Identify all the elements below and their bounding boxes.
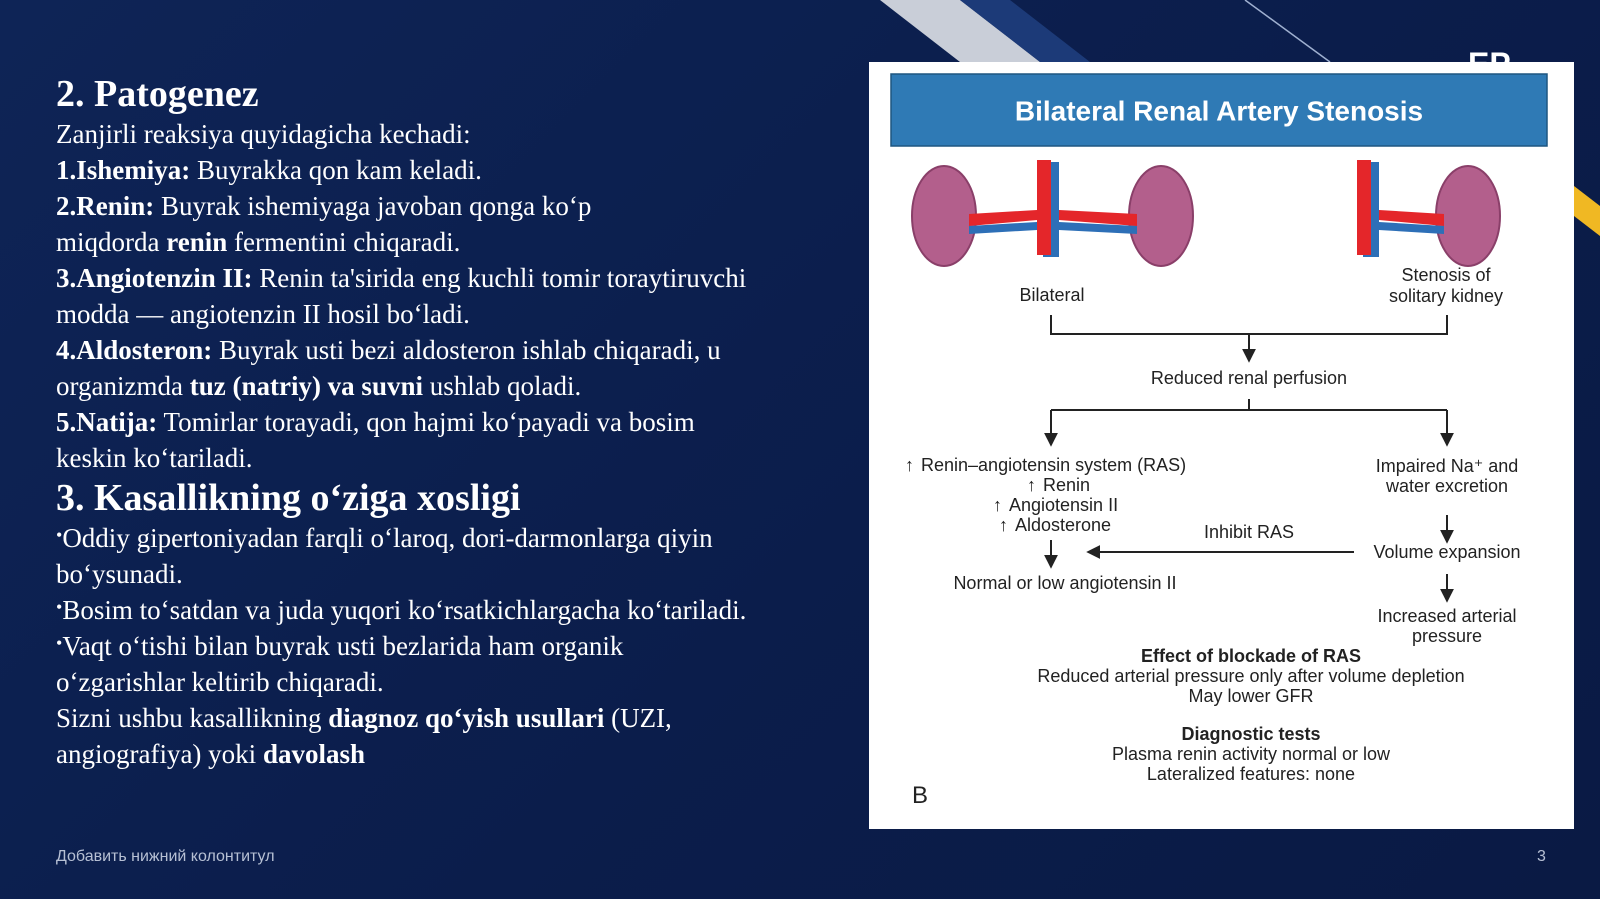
step-4-bold: tuz (natriy) va suvni (189, 371, 423, 401)
effect-title: Effect of blockade of RAS (1140, 646, 1362, 666)
step-5-label: 5.Natija: (56, 407, 158, 437)
step-5-text: Tomirlar torayadi, qon hajmi ko‘payadi va bosim (157, 407, 695, 437)
flowchart-diagram (869, 62, 1574, 829)
step-3-text: Renin ta'sirida eng kuchli tomir toraytiruvchi (252, 263, 747, 293)
solitary-aorta (1357, 160, 1371, 255)
step-2-text3: fermentini chiqaradi. (227, 227, 461, 257)
step-2-label: 2.Renin: (56, 191, 155, 221)
closing-text-3: angiografiya) yoki (56, 739, 263, 769)
closing-bold-1: diagnoz qo‘yish usullari (328, 703, 605, 733)
ras-line-2: Renin (1043, 475, 1091, 495)
step-4-label: 4.Aldosteron: (56, 335, 213, 365)
step-2-text2: miqdorda (56, 227, 167, 257)
diag-title: Diagnostic tests (1181, 724, 1321, 744)
closing-line-2 (56, 736, 846, 772)
step-3-label: 3.Angiotenzin II: (56, 263, 253, 293)
step-3-cont: modda — angiotenzin II hosil bo‘ladi. (56, 299, 470, 329)
merge-bracket (1051, 315, 1447, 334)
closing-text-1: Sizni ushbu kasallikning (56, 703, 329, 733)
bullet-2-text: Bosim to‘satdan va juda yuqori ko‘rsatkichlargacha ko‘tariladi. (62, 595, 747, 625)
bullet-3-cont: o‘zgarishlar keltirib chiqaradi. (56, 667, 384, 697)
panel-letter: B (912, 782, 929, 809)
slide-text (56, 72, 846, 772)
ras-up-arrow-3: ↑ (993, 495, 1002, 515)
normal-low: Normal or low angiotensin II (953, 573, 1177, 593)
bullet-1 (56, 520, 846, 556)
effect-line-2: May lower GFR (1188, 686, 1314, 706)
footer-text[interactable]: Добавить нижний колонтитул (56, 848, 275, 865)
increased-line-2: pressure (1411, 626, 1483, 646)
heading-specifics: 3. Kasallikning o‘ziga xosligi (56, 477, 521, 519)
bullet-3 (56, 628, 846, 664)
bullet-1-text: Oddiy gipertoniyadan farqli o‘laroq, dori-darmonlarga qiyin (62, 523, 713, 553)
bullet-1-cont: bo‘ysunadi. (56, 559, 183, 589)
diag-line-2: Lateralized features: none (1146, 764, 1356, 784)
step-5-cont: keskin ko‘tariladi. (56, 443, 253, 473)
right-kidney (1129, 166, 1193, 266)
step-4-text3: ushlab qoladi. (422, 371, 582, 401)
ras-line-3: Angiotensin II (1009, 495, 1119, 515)
step-4 (56, 332, 846, 368)
stenosis-figure (869, 62, 1574, 829)
bullet-2 (56, 592, 846, 628)
label-bilateral: Bilateral (1019, 285, 1085, 305)
ras-line-4: Aldosterone (1015, 515, 1112, 535)
step-1-label: 1.Ishemiya: (56, 155, 191, 185)
figure-title: Bilateral Renal Artery Stenosis (1014, 95, 1424, 127)
step-5 (56, 404, 846, 440)
decor-stripe-yellow (1574, 186, 1600, 236)
ras-up-arrow-4: ↑ (999, 515, 1008, 535)
ras-line-1: Renin–angiotensin system (RAS) (921, 455, 1187, 475)
page-number: 3 (1537, 848, 1546, 865)
step-2-text: Buyrak ishemiyaga javoban qonga ko‘p (154, 191, 592, 221)
closing-line-1 (56, 700, 846, 736)
ras-up-arrow-2: ↑ (1027, 475, 1036, 495)
bullet-dot: • (56, 525, 63, 545)
label-solitary-1: Stenosis of (1401, 265, 1491, 285)
impaired-line-2: water excretion (1385, 476, 1509, 496)
step-4-text2: organizmda (56, 371, 190, 401)
step-2-bold: renin (166, 227, 228, 257)
left-kidney (912, 166, 976, 266)
ras-up-arrow-1: ↑ (905, 455, 914, 475)
volume-expansion: Volume expansion (1373, 542, 1521, 562)
step-1 (56, 152, 846, 188)
step-2 (56, 188, 846, 224)
step-1-text: Buyrakka qon kam keladi. (190, 155, 482, 185)
increased-line-1: Increased arterial (1377, 606, 1517, 626)
aorta (1037, 160, 1051, 255)
step-4-text: Buyrak usti bezi aldosteron ishlab chiqaradi, u (212, 335, 721, 365)
inhibit-ras: Inhibit RAS (1203, 522, 1295, 542)
diag-line-1: Plasma renin activity normal or low (1111, 744, 1391, 764)
bilateral-kidneys-illustration (912, 160, 1193, 266)
solitary-kidney-illustration (1357, 160, 1500, 266)
impaired-line-1: Impaired Na⁺ and (1375, 456, 1519, 476)
step-2-cont (56, 224, 846, 260)
intro-text: Zanjirli reaksiya quyidagicha kechadi: (56, 119, 471, 149)
closing-bold-2: davolash (262, 739, 365, 769)
bullet-3-text: Vaqt o‘tishi bilan buyrak usti bezlarida ham organik (62, 631, 624, 661)
decor-line (1245, 0, 1330, 62)
bullet-dot: • (56, 597, 63, 617)
step-3 (56, 260, 846, 296)
solitary-kidney (1436, 166, 1500, 266)
closing-text-2: (UZI, (604, 703, 672, 733)
reduced-perfusion: Reduced renal perfusion (1150, 368, 1348, 388)
step-4-cont (56, 368, 846, 404)
label-solitary-2: solitary kidney (1388, 286, 1504, 306)
bullet-dot: • (56, 633, 63, 653)
effect-line-1: Reduced arterial pressure only after volume depletion (1037, 666, 1465, 686)
heading-patogenez: 2. Patogenez (56, 73, 259, 115)
